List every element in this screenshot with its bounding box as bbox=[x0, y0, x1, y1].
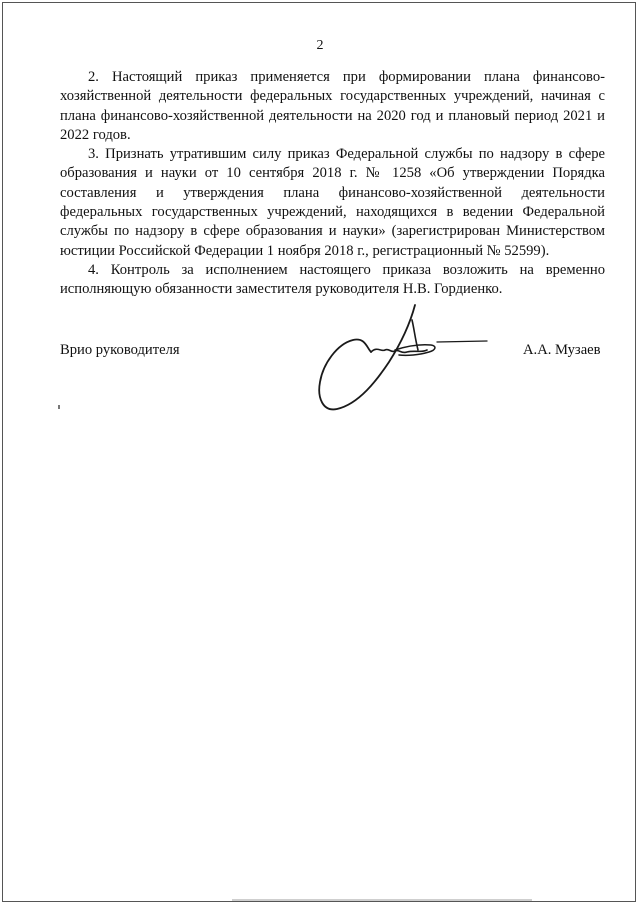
paragraph-2: 2. Настоящий приказ применяется при формировании плана финансово-хозяйственной деятельности федеральных государственных учреждений, начиная с плана финансово-хозяйственной деятельности на 2020 год и плановый период 2021 и 2022 годов. bbox=[60, 69, 605, 143]
signer-title: Врио руководителя bbox=[60, 342, 180, 358]
scan-edge bbox=[232, 899, 532, 901]
document-body bbox=[60, 68, 605, 300]
paragraph-4: 4. Контроль за исполнением настоящего приказа возложить на временно исполняющую обязанности заместителя руководителя Н.В. Гордиенко. bbox=[60, 261, 605, 298]
handwritten-signature bbox=[315, 300, 490, 415]
signer-name: А.А. Музаев bbox=[523, 342, 601, 358]
paragraph-3: 3. Признать утратившим силу приказ Федеральной службы по надзору в сфере образования и науки от 10 сентября 2018 г. № 1258 «Об утверждении Порядка составления и утверждения плана финансово-хозяйственной деятельности федеральных государственных учреждений, находящихся в ведении Федеральной службы по надзору в сфере образования и науки» (зарегистрирован Министерством юстиции Российской Федерации 1 ноября 2018 г., регистрационный № 52599). bbox=[60, 146, 605, 259]
scan-speck bbox=[58, 405, 60, 409]
page-number: 2 bbox=[316, 38, 324, 53]
